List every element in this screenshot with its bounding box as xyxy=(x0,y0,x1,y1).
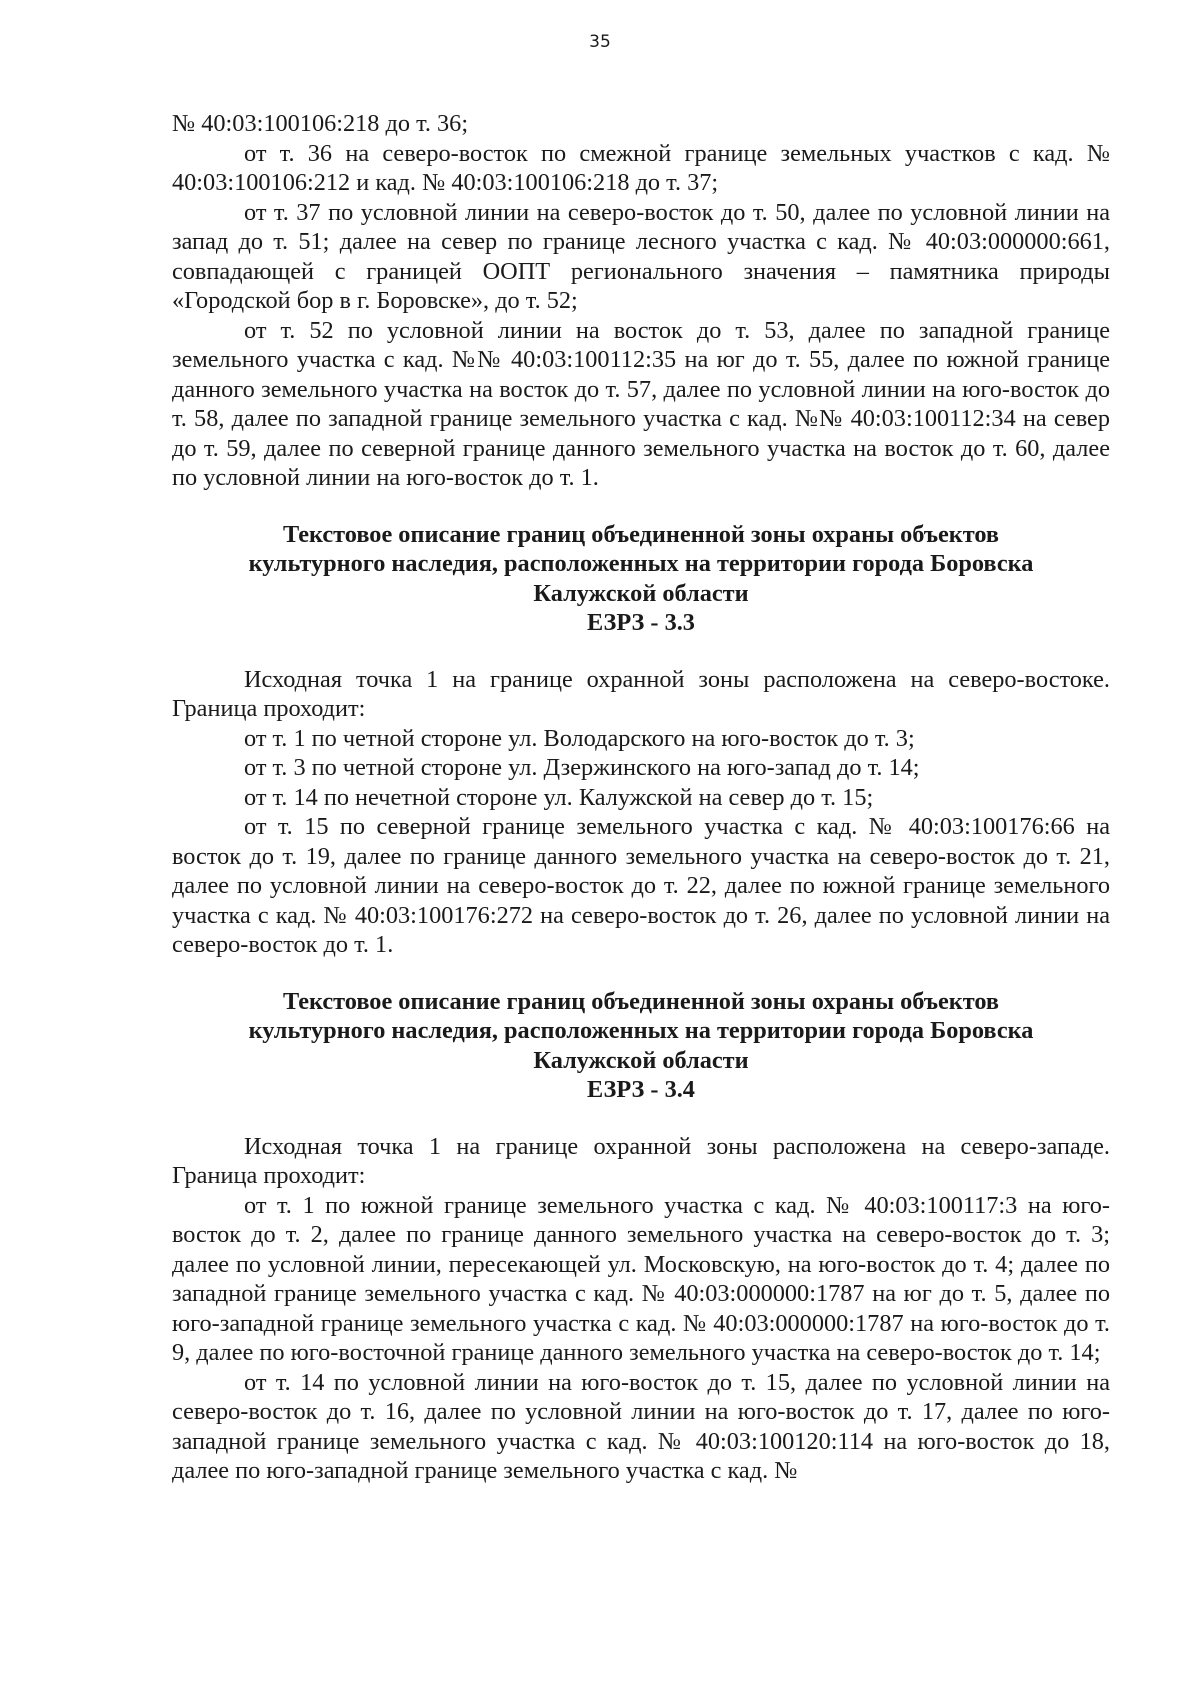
heading-line: Калужской области xyxy=(533,1046,749,1074)
paragraph: от т. 3 по четной стороне ул. Дзержинского на юго-запад до т. 14; xyxy=(244,754,920,781)
heading-line: Текстовое описание границ объединенной зоны охраны объектов xyxy=(282,520,1000,548)
heading-line: культурного наследия, расположенных на территории города Боровска xyxy=(248,1017,1034,1044)
paragraph: от т. 15 по северной границе земельного участка с кад. № 40:03:100176:66 на восток до т. 19, далее по границе данного земельного участка на северо-восток до т. 21, далее по условной линии на северо-восток до т. 22, далее по южной границе земельного участка с кад. № 40:03:100176:272 на северо-восток до т. 26, далее по условной линии на северо-восток до т. 1. xyxy=(172,813,1110,958)
heading-zone-code: ЕЗРЗ - 3.3 xyxy=(587,609,695,636)
paragraph: от т. 37 по условной линии на северо-восток до т. 50, далее по условной линии на запад до т. 51; далее на север по границе лесного участка с кад. № 40:03:000000:661, совпадающей с границей ООПТ регионального значения – памятника природы «Городской бор в г. Боровске», до т. 52; xyxy=(172,198,1110,314)
paragraph: Исходная точка 1 на границе охранной зоны расположена на северо-востоке. Граница проходит: xyxy=(172,665,1110,722)
paragraph: от т. 36 на северо-восток по смежной границе земельных участков с кад. № 40:03:100106:212 и кад. № 40:03:100106:218 до т. 37; xyxy=(172,139,1110,196)
section-heading xyxy=(172,520,1110,638)
paragraph: № 40:03:100106:218 до т. 36; xyxy=(172,110,469,137)
page-number: 35 xyxy=(589,32,611,52)
heading-line: Текстовое описание границ объединенной зоны охраны объектов xyxy=(282,987,1000,1015)
section-ezrz-3-4 xyxy=(172,987,1110,1486)
paragraph: от т. 1 по южной границе земельного участка с кад. № 40:03:100117:3 на юго-восток до т. 2, далее по границе данного земельного участка на северо-восток до т. 3; далее по условной линии, пересекающей ул. Московскую, на юго-восток до т. 4; далее по западной границе земельного участка с кад. № 40:03:000000:1787 на юг до т. 5, далее по юго-западной границе земельного участка с кад. № 40:03:000000:1787 на юго-восток до т. 9, далее по юго-восточной границе данного земельного участка на северо-восток до т. 14; xyxy=(172,1191,1110,1366)
paragraph: Исходная точка 1 на границе охранной зоны расположена на северо-западе. Граница проходит: xyxy=(172,1132,1110,1189)
heading-zone-code: ЕЗРЗ - 3.4 xyxy=(587,1076,695,1103)
paragraph: от т. 14 по условной линии на юго-восток до т. 15, далее по условной линии на северо-восток до т. 16, далее по условной линии на юго-восток до т. 17, далее по юго-западной границе земельного участка с кад. № 40:03:100120:114 на юго-восток до 18, далее по юго-западной границе земельного участка с кад. № xyxy=(172,1368,1110,1484)
paragraph: от т. 1 по четной стороне ул. Володарского на юго-восток до т. 3; xyxy=(244,724,915,752)
heading-line: культурного наследия, расположенных на территории города Боровска xyxy=(248,550,1034,577)
document-body xyxy=(172,109,1110,1486)
section-continuation xyxy=(172,109,1110,493)
heading-line: Калужской области xyxy=(533,579,749,607)
paragraph: от т. 14 по нечетной стороне ул. Калужской на север до т. 15; xyxy=(244,783,874,811)
section-heading xyxy=(172,987,1110,1105)
section-ezrz-3-3 xyxy=(172,520,1110,960)
paragraph: от т. 52 по условной линии на восток до т. 53, далее по западной границе земельного участка с кад. №№ 40:03:100112:35 на юг до т. 55, далее по южной границе данного земельного участка на восток до т. 57, далее по условной линии на юго-восток до т. 58, далее по западной границе земельного участка с кад. №№ 40:03:100112:34 на север до т. 59, далее по северной границе данного земельного участка на восток до т. 60, далее по условной линии на юго-восток до т. 1. xyxy=(172,316,1110,491)
